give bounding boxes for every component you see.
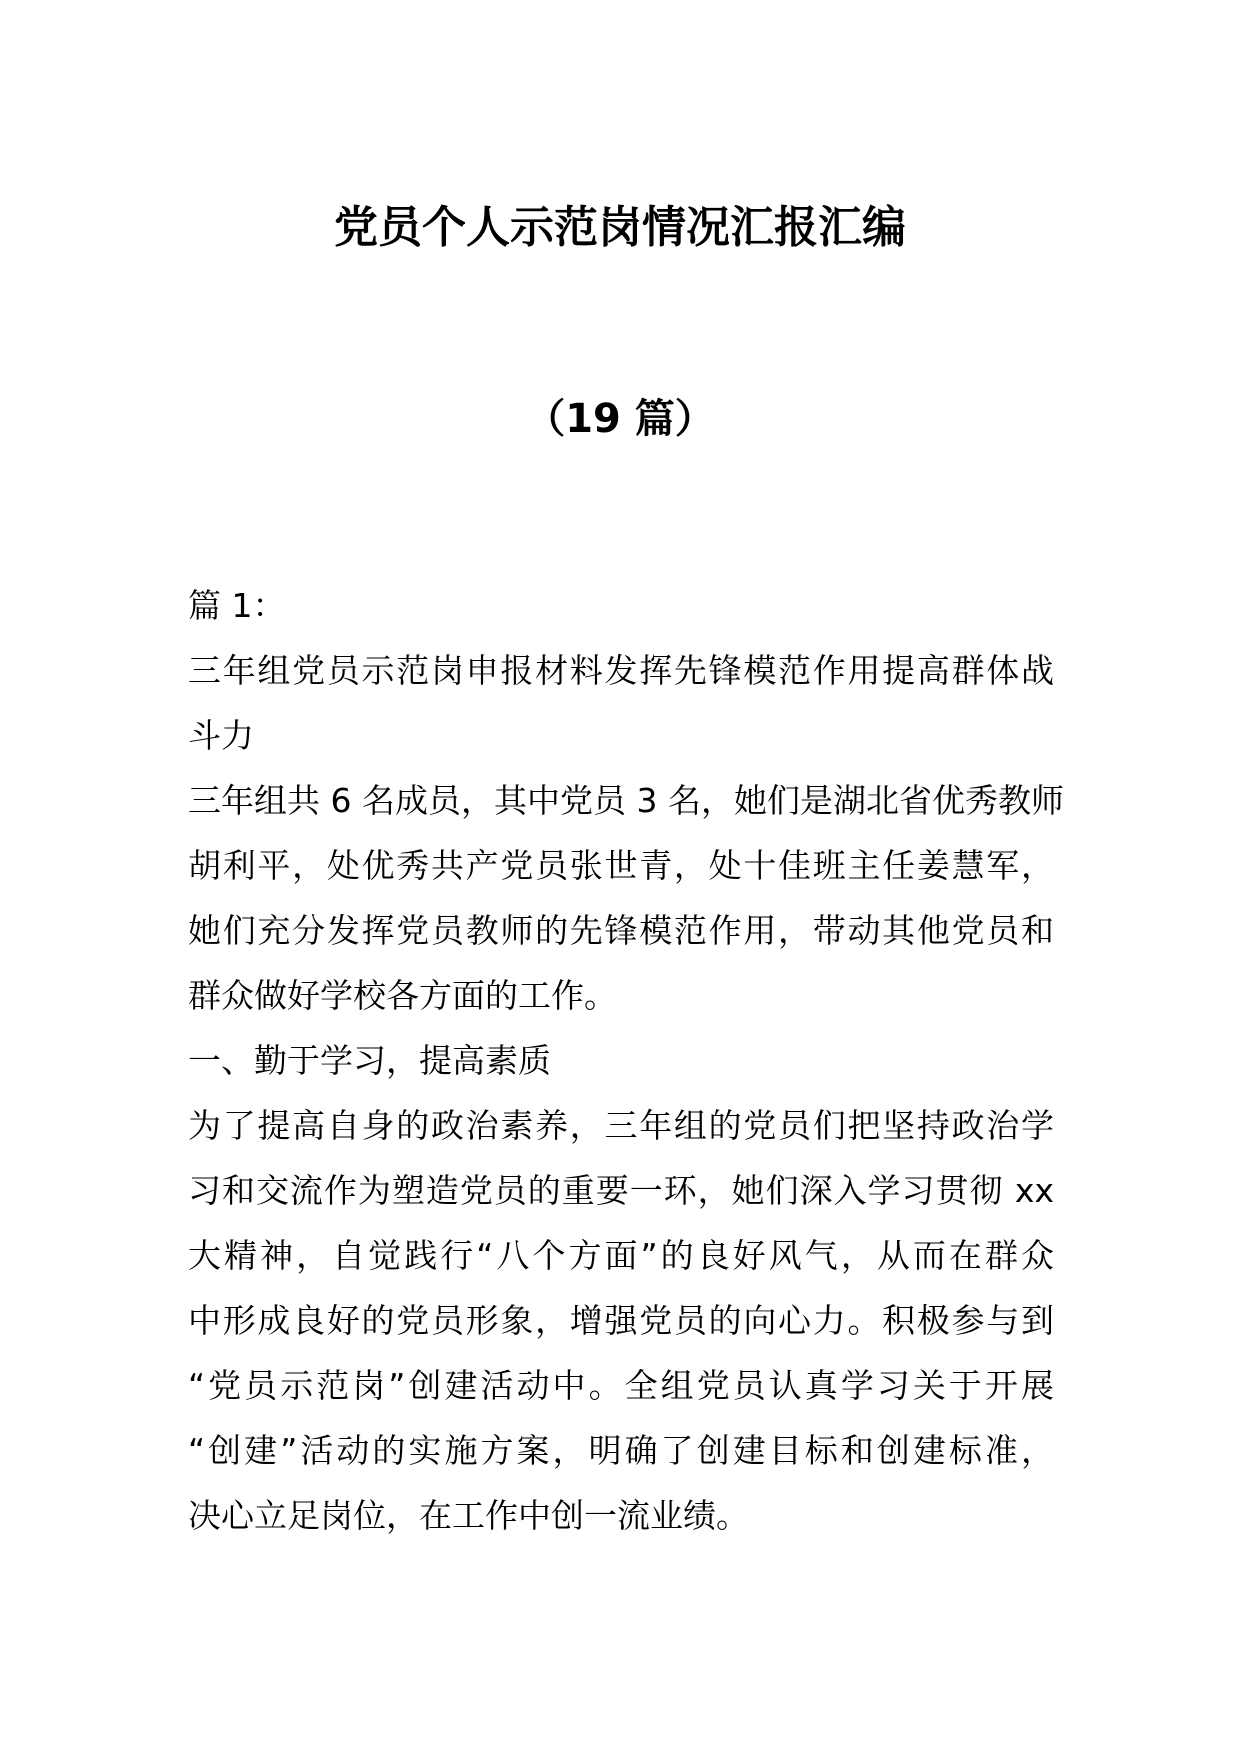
document-subtitle: （19 篇） [525,396,715,442]
paragraph-line: 三年组共 6 名成员，其中党员 3 名，她们是湖北省优秀教师 [188,781,1064,820]
paragraph-line: “党员示范岗”创建活动中。全组党员认真学习关于开展 [188,1366,1054,1405]
paragraph-line: 习和交流作为塑造党员的重要一环，她们深入学习贯彻 xx [188,1171,1054,1210]
paragraph-line: 她们充分发挥党员教师的先锋模范作用，带动其他党员和 [188,911,1054,950]
paragraph-line: 胡利平，处优秀共产党员张世青，处十佳班主任姜慧军， [188,846,1054,885]
paragraph-line: 大精神，自觉践行“八个方面”的良好风气，从而在群众 [188,1236,1054,1275]
article-heading-line-1: 三年组党员示范岗申报材料发挥先锋模范作用提高群体战 [188,651,1054,690]
section-heading: 一、勤于学习，提高素质 [188,1041,551,1080]
paragraph-line: 决心立足岗位，在工作中创一流业绩。 [188,1496,749,1535]
article-heading-line-2: 斗力 [188,716,254,755]
document-title: 党员个人示范岗情况汇报汇编 [334,202,906,253]
document-body [188,573,1064,1548]
section-label: 篇 1： [188,586,286,625]
paragraph-line: “创建”活动的实施方案，明确了创建目标和创建标准， [188,1431,1054,1470]
paragraph-line: 群众做好学校各方面的工作。 [188,976,617,1015]
paragraph-line: 为了提高自身的政治素养，三年组的党员们把坚持政治学 [188,1106,1054,1145]
paragraph-line: 中形成良好的党员形象，增强党员的向心力。积极参与到 [188,1301,1054,1340]
